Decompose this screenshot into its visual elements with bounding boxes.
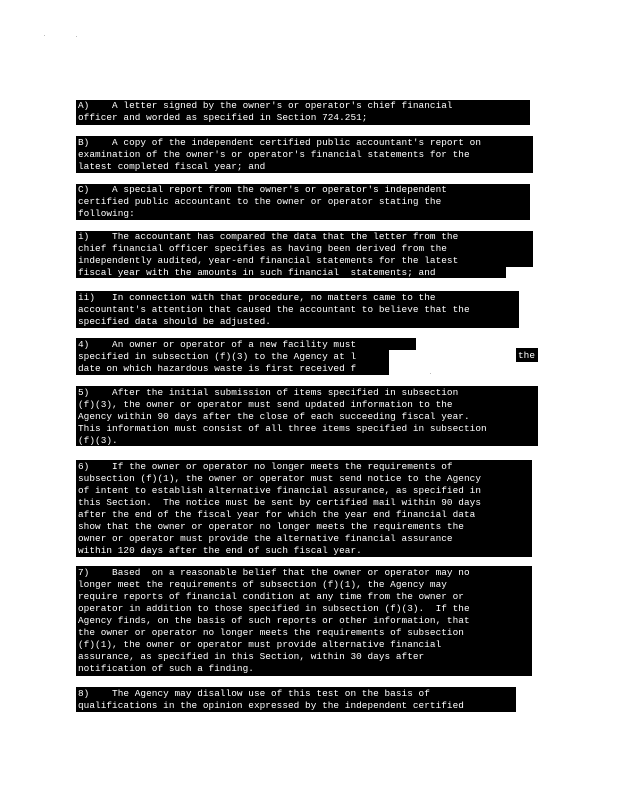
- para-6-line-5: after the end of the fiscal year for which the year end financial data: [78, 509, 476, 520]
- para-b-line-1: B) A copy of the independent certified public accountant's report on: [78, 137, 481, 148]
- para-ii-line-1: ii) In connection with that procedure, no matters came to the: [78, 292, 436, 303]
- para-ii-line-3: specified data should be adjusted.: [78, 316, 271, 327]
- para-a-line-1: A) A letter signed by the owner's or operator's chief financial: [78, 100, 453, 111]
- para-7-line-9: notification of such a finding.: [78, 663, 254, 674]
- para-7-line-5: Agency finds, on the basis of such reports or other information, that: [78, 615, 470, 626]
- para-4-line-1: 4) An owner or operator of a new facility must: [78, 339, 357, 350]
- para-8-line-1: 8) The Agency may disallow use of this test on the basis of: [78, 688, 430, 699]
- para-6-line-1: 6) If the owner or operator no longer meets the requirements of: [78, 461, 453, 472]
- para-ii-line-2: accountant's attention that caused the accountant to believe that the: [78, 304, 470, 315]
- para-7-line-1: 7) Based on a reasonable belief that the owner or operator may no: [78, 567, 470, 578]
- para-a-line-2: officer and worded as specified in Section 724.251;: [78, 112, 368, 123]
- para-8-line-2: qualifications in the opinion expressed by the independent certified: [78, 700, 464, 711]
- para-b-line-2: examination of the owner's or operator's financial statements for the: [78, 149, 470, 160]
- para-4-line-3: date on which hazardous waste is first received f: [78, 363, 357, 374]
- para-i-line-2: chief financial officer specifies as having been derived from the: [78, 243, 447, 254]
- para-4-line-2: specified in subsection (f)(3) to the Agency at l: [78, 351, 357, 362]
- para-c-line-1: C) A special report from the owner's or operator's independent: [78, 184, 447, 195]
- scan-speck: [430, 373, 431, 374]
- para-c-line-3: following:: [78, 208, 135, 219]
- para-i-line-4: fiscal year with the amounts in such financial statements; and: [78, 267, 436, 278]
- para-6-line-7: owner or operator must provide the alternative financial assurance: [78, 533, 453, 544]
- para-7-line-2: longer meet the requirements of subsection (f)(1), the Agency may: [78, 579, 447, 590]
- para-4-trailing-fragment: the: [518, 350, 536, 361]
- para-7-line-4: operator in addition to those specified in subsection (f)(3). If the: [78, 603, 470, 614]
- para-5-line-1: 5) After the initial submission of items specified in subsection: [78, 387, 459, 398]
- para-5-line-3: Agency within 90 days after the close of each succeeding fiscal year.: [78, 411, 470, 422]
- para-7-line-6: the owner or operator no longer meets the requirements of subsection: [78, 627, 464, 638]
- para-7-line-8: assurance, as specified in this Section, within 30 days after: [78, 651, 425, 662]
- para-7-line-7: (f)(1), the owner or operator must provide alternative financial: [78, 639, 442, 650]
- scan-speck: [76, 36, 77, 37]
- para-6-line-2: subsection (f)(1), the owner or operator must send notice to the Agency: [78, 473, 481, 484]
- para-5-line-2: (f)(3), the owner or operator must send updated information to the: [78, 399, 453, 410]
- para-i-line-3: independently audited, year-end financial statements for the latest: [78, 255, 459, 266]
- para-5-line-4: This information must consist of all three items specified in subsection: [78, 423, 487, 434]
- para-c-line-2: certified public accountant to the owner or operator stating the: [78, 196, 442, 207]
- para-6-line-4: this Section. The notice must be sent by certified mail within 90 days: [78, 497, 481, 508]
- para-6-line-6: show that the owner or operator no longer meets the requirements the: [78, 521, 464, 532]
- para-7-line-3: require reports of financial condition at any time from the owner or: [78, 591, 464, 602]
- para-5-line-5: (f)(3).: [78, 435, 118, 446]
- scan-speck: [44, 35, 45, 36]
- para-i-line-1: i) The accountant has compared the data that the letter from the: [78, 231, 459, 242]
- para-6-line-3: of intent to establish alternative financial assurance, as specified in: [78, 485, 481, 496]
- para-6-line-8: within 120 days after the end of such fiscal year.: [78, 545, 362, 556]
- para-b-line-3: latest completed fiscal year; and: [78, 161, 266, 172]
